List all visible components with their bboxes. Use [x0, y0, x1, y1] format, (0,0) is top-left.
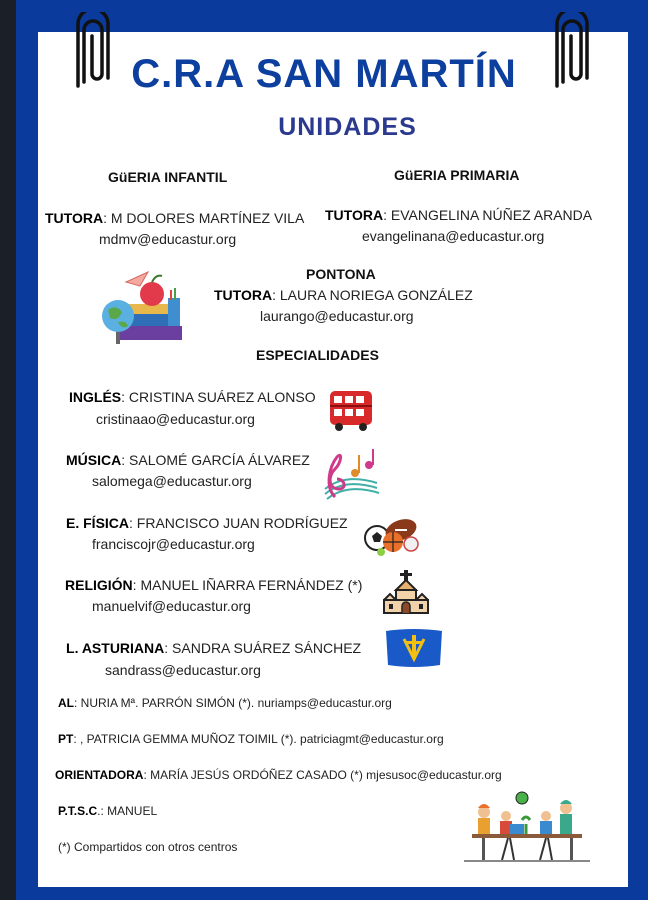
especialidades-heading: ESPECIALIDADES [256, 347, 379, 363]
ingles-teacher [69, 389, 316, 405]
page-title: C.R.A SAN MARTÍN [131, 52, 517, 96]
primaria-heading: GüERIA PRIMARIA [394, 167, 520, 183]
asturiana-name: : SANDRA SUÁREZ SÁNCHEZ [164, 640, 362, 656]
religion-teacher [65, 577, 362, 593]
infantil-role: TUTORA [45, 210, 104, 226]
musica-teacher [66, 452, 310, 468]
asturiana-email: sandrass@educastur.org [105, 662, 261, 678]
ptsc-text: .: MANUEL [97, 804, 158, 818]
orientadora-role: ORIENTADORA [55, 768, 144, 782]
efisica-role-prefix: E [66, 515, 76, 531]
musica-role: MÚSICA [66, 452, 122, 468]
sports-balls-icon [363, 512, 421, 558]
primaria-name: : EVANGELINA NÚÑEZ ARANDA [383, 207, 593, 223]
pt-line [58, 732, 444, 746]
pt-text: : , PATRICIA GEMMA MUÑOZ TOIMIL (*). patriciagmt@educastur.org [73, 732, 444, 746]
asturiana-teacher [66, 640, 361, 656]
ptsc-line [58, 804, 157, 818]
pontona-role: TUTORA [214, 287, 273, 303]
pontona-heading: PONTONA [306, 266, 376, 282]
primaria-role: TUTORA [325, 207, 384, 223]
infantil-heading: GüERIA INFANTIL [108, 169, 228, 185]
pt-role: PT [58, 732, 74, 746]
ingles-role: INGLÉS [69, 389, 122, 405]
efisica-teacher [66, 515, 348, 531]
asturias-flag-icon [384, 627, 444, 669]
orientadora-line [55, 768, 502, 782]
orientadora-text: : MARÍA JESÚS ORDÓÑEZ CASADO (*) mjesusoc@educastur.org [143, 768, 502, 782]
al-role: AL [58, 696, 74, 710]
team-working-icon [462, 790, 592, 864]
pontona-tutor [214, 287, 473, 303]
primaria-tutor [325, 207, 592, 223]
efisica-name: : FRANCISCO JUAN RODRÍGUEZ [129, 515, 348, 531]
asturiana-role: . ASTURIANA [74, 640, 165, 656]
footnote: (*) Compartidos con otros centros [58, 840, 238, 854]
bus-icon [327, 388, 375, 432]
ingles-name: : CRISTINA SUÁREZ ALONSO [121, 389, 316, 405]
al-line [58, 696, 392, 710]
religion-email: manuelvif@educastur.org [92, 598, 251, 614]
infantil-tutor [45, 210, 304, 226]
primaria-email: evangelinana@educastur.org [362, 228, 545, 244]
page-subtitle: UNIDADES [278, 113, 417, 141]
music-notes-icon [321, 447, 381, 505]
pontona-email: laurango@educastur.org [260, 308, 414, 324]
ptsc-role: P.T.S.C [58, 804, 98, 818]
efisica-role: . FÍSICA [75, 515, 130, 531]
religion-name: : MANUEL IÑARRA FERNÁNDEZ (*) [132, 577, 363, 593]
church-icon [382, 568, 430, 616]
infantil-email: mdmv@educastur.org [99, 231, 237, 247]
asturiana-role-prefix: L [66, 640, 75, 656]
ingles-email: cristinaao@educastur.org [96, 411, 255, 427]
religion-role: RELIGIÓN [65, 577, 133, 593]
efisica-email: franciscojr@educastur.org [92, 536, 255, 552]
musica-name: : SALOMÉ GARCÍA ÁLVAREZ [121, 452, 310, 468]
school-supplies-icon [96, 266, 186, 348]
musica-email: salomega@educastur.org [92, 473, 252, 489]
al-text: : NURIA Mª. PARRÓN SIMÓN (*). nuriamps@educastur.org [74, 696, 392, 710]
pontona-name: : LAURA NORIEGA GONZÁLEZ [272, 287, 473, 303]
infantil-name: : M DOLORES MARTÍNEZ VILA [103, 210, 305, 226]
